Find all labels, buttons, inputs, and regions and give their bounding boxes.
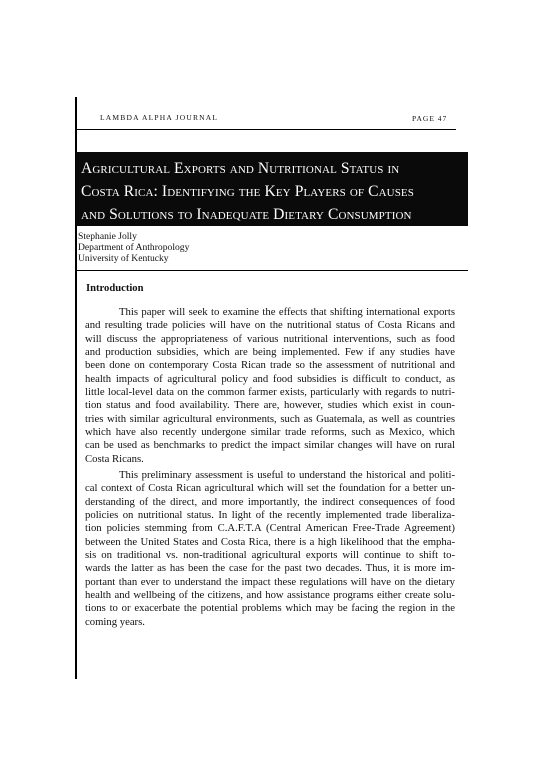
- text-line: This preliminary assessment is useful to understand the historical and politi-: [119, 469, 455, 481]
- text-line: tion policies stemming from C.A.F.T.A (Central American Free-Trade Agreement): [85, 522, 455, 535]
- text-line: This paper will seek to examine the effects that shifting international exports: [119, 306, 455, 318]
- text-line: coming years.: [85, 615, 145, 628]
- page-number: PAGE 47: [412, 114, 448, 123]
- text-line: will discuss the appropriateness of various nutritional interventions, such as food: [85, 332, 455, 345]
- body-paragraph-2: [85, 469, 455, 629]
- text-line: Costa Ricans.: [85, 452, 144, 465]
- text-line: which have also recently undergone similar trade reforms, such as Mexico, which: [85, 426, 455, 439]
- text-line: and resulting trade policies will have on the nutritional status of Costa Ricans and: [85, 319, 455, 332]
- text-line: sis on traditional vs. non-traditional agricultural exports will continue to shift to-: [85, 549, 455, 562]
- author-name: Stephanie Jolly: [78, 231, 137, 242]
- header-rule: [76, 129, 456, 130]
- text-line: tions to or exacerbate the potential problems which may be facing the region in the: [85, 602, 455, 615]
- text-line: portant than ever to understand the impact these regulations will have on the dietary: [85, 575, 455, 588]
- text-line: cal context of Costa Rican agricultural which will set the foundation for a better un-: [85, 482, 455, 495]
- text-line: tion status and food availability. There are, however, studies which exist in coun-: [85, 399, 455, 412]
- body-paragraph-1: [85, 306, 455, 466]
- text-line: between the United States and Costa Rica, there is a high likelihood that the empha-: [85, 535, 455, 548]
- author-byline: [78, 231, 189, 265]
- running-head: LAMBDA ALPHA JOURNAL: [100, 113, 219, 122]
- author-department: Department of Anthropology: [78, 242, 190, 254]
- text-line: wards the latter as has been the case for the past two decades. Thus, it is more im-: [85, 562, 455, 575]
- text-line: been done on contemporary Costa Rican trade so the assessment of nutritional and: [85, 359, 455, 372]
- text-line: little local-level data on the common farmer exists, particularly with regards to nutri-: [85, 386, 455, 399]
- section-rule: [76, 270, 468, 271]
- text-line: health and wellbeing of the citizens, and how assistance programs either create solu-: [85, 589, 455, 602]
- article-title-line-3: and Solutions to Inadequate Dietary Consumption: [81, 206, 412, 223]
- article-title-line-2: Costa Rica: Identifying the Key Players of Causes: [81, 183, 414, 200]
- text-line: can be used as benchmarks to predict the impact similar changes will have on rural: [85, 439, 455, 452]
- section-heading: Introduction: [86, 283, 144, 294]
- text-line: and production subsidies, which are being implemented. Few if any studies have: [85, 346, 455, 359]
- article-title-line-1: Agricultural Exports and Nutritional Status in: [81, 160, 400, 177]
- text-line: tries with similar agricultural environments, such as Guatemala, as well as countries: [85, 412, 455, 425]
- text-line: health impacts of agricultural policy and food subsidies is difficult to conduct, as: [85, 372, 455, 385]
- author-university: University of Kentucky: [78, 253, 169, 265]
- text-line: policies on nutritional status. In light of the recently implemented trade liberaliza-: [85, 509, 455, 522]
- text-line: derstanding of the direct, and more importantly, the indirect consequences of food: [85, 495, 455, 508]
- article-title-banner: [76, 152, 468, 226]
